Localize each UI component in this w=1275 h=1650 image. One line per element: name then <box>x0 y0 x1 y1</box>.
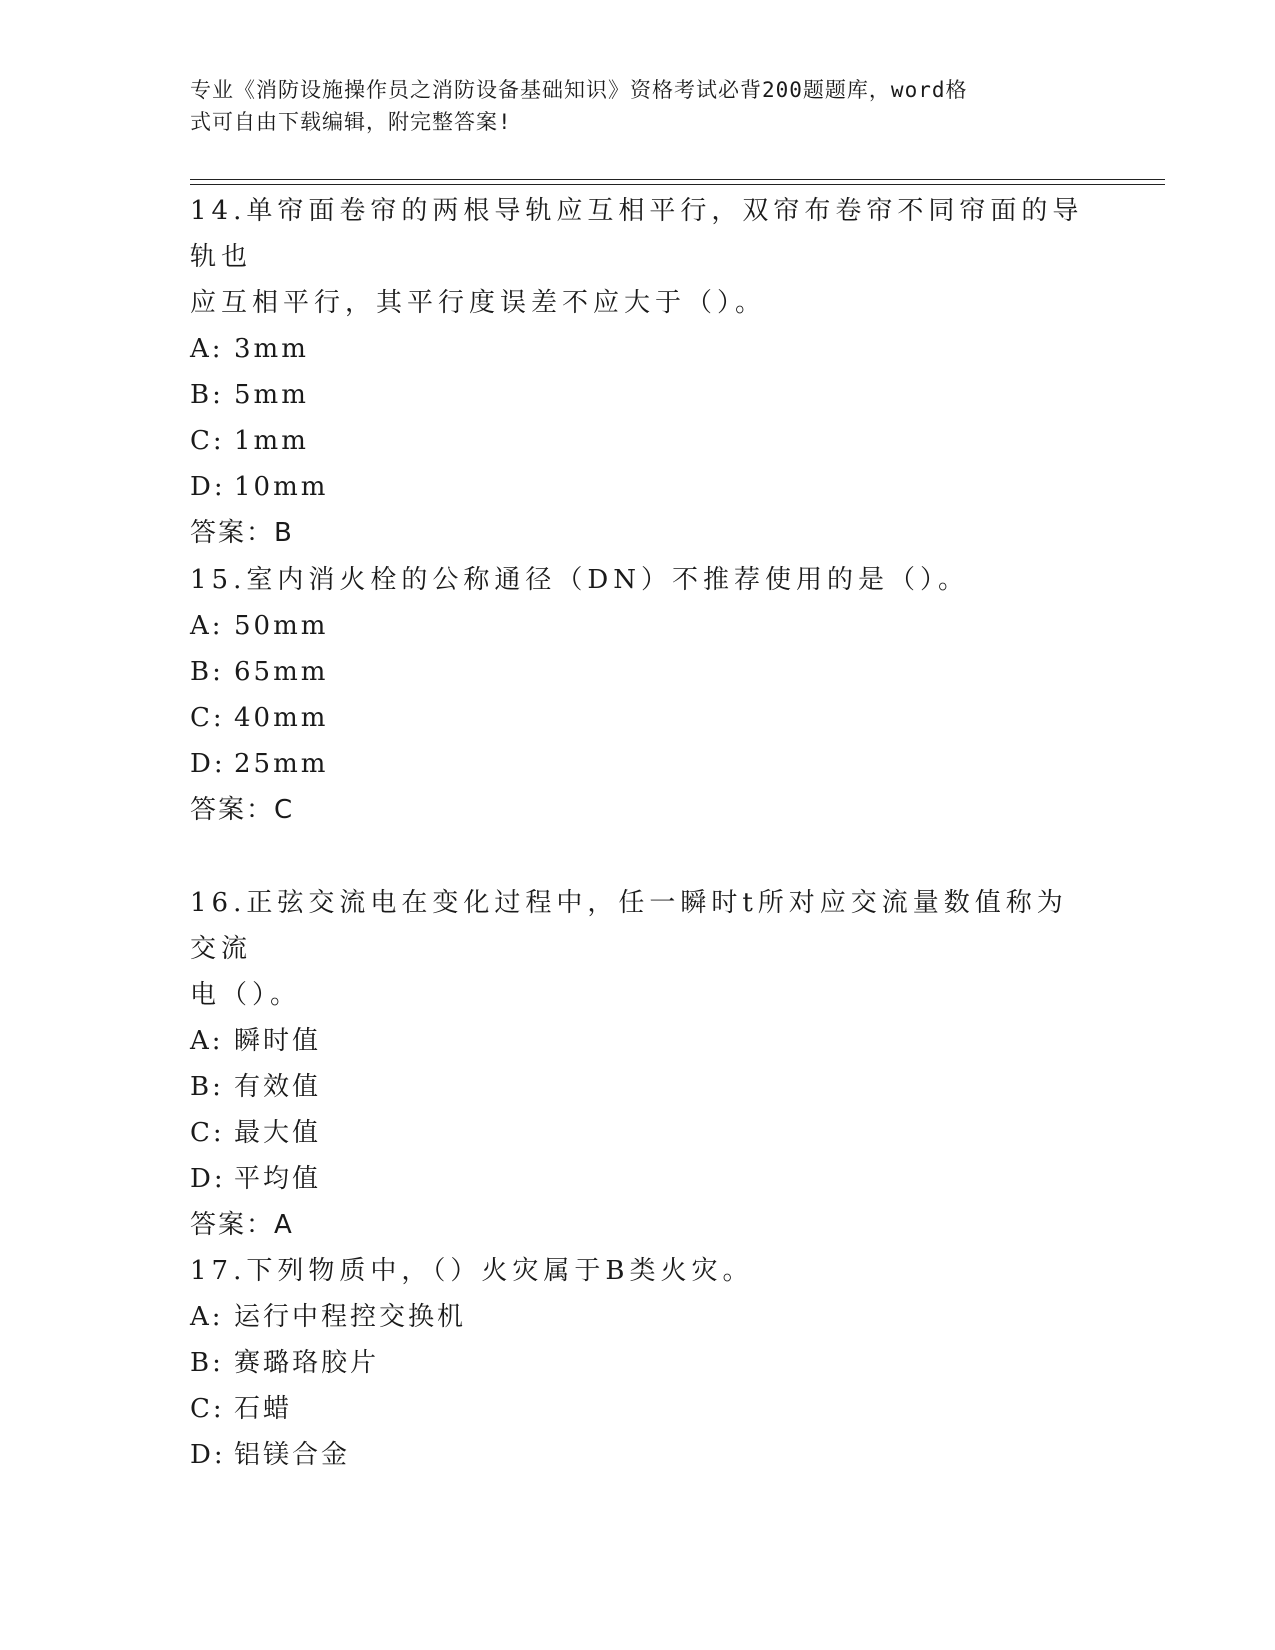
option-text: 石蜡 <box>234 1394 293 1424</box>
option-text: 65mm <box>234 657 329 687</box>
question-14 <box>190 188 1090 556</box>
option-letter: B: <box>190 1348 224 1378</box>
option-a <box>190 603 1090 649</box>
question-stem-line-2: 电（）。 <box>190 980 302 1010</box>
option-c <box>190 1386 1090 1432</box>
option-b <box>190 1340 1090 1386</box>
question-stem-line-2: 应互相平行，其平行度误差不应大于（）。 <box>190 288 767 318</box>
option-text: 50mm <box>234 611 329 641</box>
answer-line: 答案：A <box>190 1210 294 1240</box>
option-letter: B: <box>190 657 224 687</box>
option-c <box>190 418 1090 464</box>
question-stem-line-1: 17.下列物质中，（）火灾属于B类火灾。 <box>190 1256 754 1286</box>
option-letter: C: <box>190 1118 225 1148</box>
question-stem-line-1: 15.室内消火栓的公称通径（DN）不推荐使用的是（）。 <box>190 565 969 595</box>
header-divider-bottom <box>190 184 1165 185</box>
option-letter: D: <box>190 749 226 779</box>
option-b <box>190 372 1090 418</box>
option-letter: D: <box>190 1164 226 1194</box>
option-letter: B: <box>190 380 224 410</box>
option-text: 铝镁合金 <box>234 1440 351 1470</box>
option-text: 5mm <box>234 380 309 410</box>
option-c <box>190 695 1090 741</box>
option-a <box>190 1294 1090 1340</box>
option-letter: A: <box>190 334 224 364</box>
option-text: 40mm <box>234 703 329 733</box>
option-text: 有效值 <box>234 1072 322 1102</box>
option-a <box>190 1018 1090 1064</box>
option-b <box>190 1064 1090 1110</box>
option-letter: A: <box>190 611 224 641</box>
header-line-2: 式可自由下载编辑，附完整答案! <box>190 110 512 134</box>
answer-line: 答案：B <box>190 518 294 548</box>
option-letter: A: <box>190 1026 224 1056</box>
option-text: 赛璐珞胶片 <box>234 1348 380 1378</box>
option-a <box>190 326 1090 372</box>
question-stem-line-1: 16.正弦交流电在变化过程中，任一瞬时t所对应交流量数值称为交流 <box>190 888 1068 964</box>
question-stem-line-1: 14.单帘面卷帘的两根导轨应互相平行，双帘布卷帘不同帘面的导轨也 <box>190 196 1084 272</box>
question-16 <box>190 880 1090 1248</box>
option-letter: B: <box>190 1072 224 1102</box>
option-b <box>190 649 1090 695</box>
option-text: 平均值 <box>234 1164 322 1194</box>
option-d <box>190 741 1090 787</box>
header-divider-top <box>190 179 1165 180</box>
option-letter: C: <box>190 426 225 456</box>
option-letter: C: <box>190 703 225 733</box>
option-text: 10mm <box>234 472 329 502</box>
option-text: 运行中程控交换机 <box>234 1302 467 1332</box>
option-letter: C: <box>190 1394 225 1424</box>
option-d <box>190 464 1090 510</box>
option-text: 最大值 <box>234 1118 322 1148</box>
option-letter: A: <box>190 1302 224 1332</box>
option-text: 3mm <box>234 334 309 364</box>
document-header <box>190 74 1070 138</box>
option-text: 25mm <box>234 749 329 779</box>
option-text: 瞬时值 <box>234 1026 322 1056</box>
question-17 <box>190 1248 1090 1478</box>
option-c <box>190 1110 1090 1156</box>
question-15 <box>190 557 1090 833</box>
option-d <box>190 1432 1090 1478</box>
option-d <box>190 1156 1090 1202</box>
option-letter: D: <box>190 1440 226 1470</box>
option-text: 1mm <box>234 426 309 456</box>
answer-line: 答案：C <box>190 795 295 825</box>
header-line-1: 专业《消防设施操作员之消防设备基础知识》资格考试必背200题题库，word格 <box>190 78 968 102</box>
option-letter: D: <box>190 472 226 502</box>
